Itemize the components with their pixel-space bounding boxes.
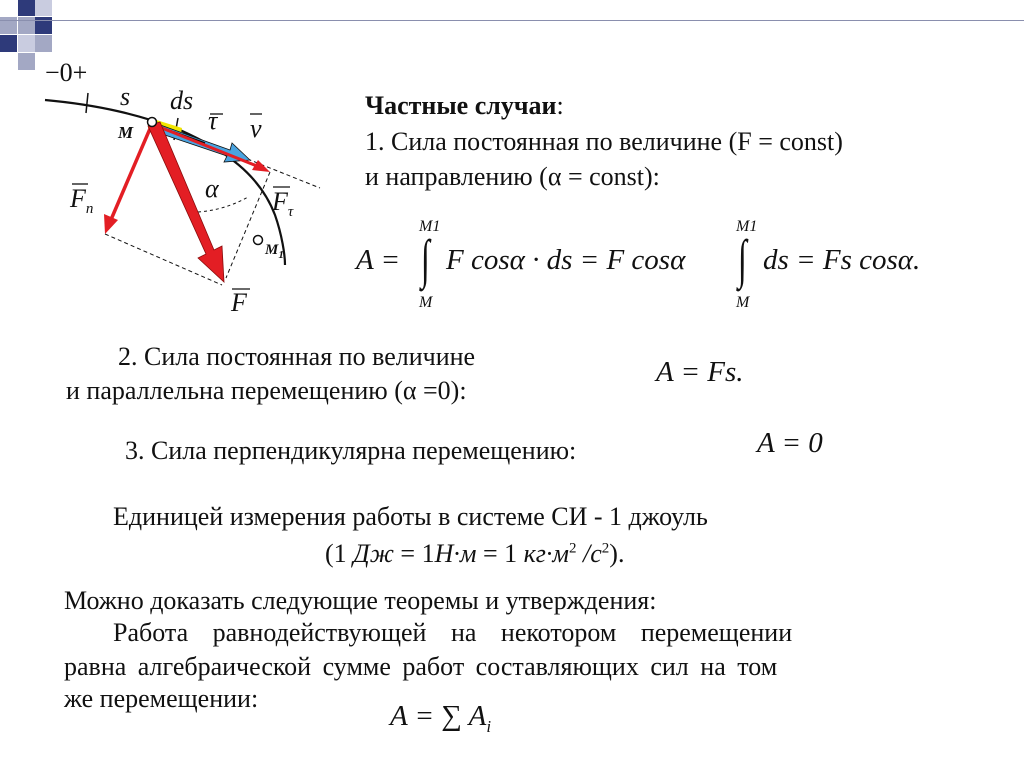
axis-plus: +	[72, 58, 88, 87]
label-s: s	[120, 82, 131, 111]
case2-formula: A = Fs.	[656, 356, 744, 388]
case1-line1: 1. Сила постоянная по величине (F = const)	[365, 127, 843, 156]
page-title: Частные случаи:	[365, 91, 564, 120]
origin-tick	[86, 93, 88, 113]
label-f: F	[231, 288, 247, 317]
case1-line2: и направлению (α = const):	[365, 162, 660, 191]
point-m1	[254, 236, 263, 245]
theorems-line1: Работа равнодействующей на некотором перемещении	[113, 618, 793, 647]
theorems-line3: же перемещении:	[64, 684, 259, 713]
axis-zero: 0	[59, 58, 73, 87]
theorems-intro: Можно доказать следующие теоремы и утверждения:	[64, 586, 657, 615]
theorems-line2: равна алгебраической сумме работ составляющих сил на том	[64, 652, 778, 681]
label-tau: τ	[208, 106, 218, 135]
label-ftau: $F_\tau$	[272, 187, 294, 221]
label-fn: $F_n$	[70, 184, 94, 218]
case3-line: 3. Сила перпендикулярна перемещению:	[125, 436, 577, 465]
label-m: M	[118, 123, 134, 142]
axis-minus: −	[45, 58, 60, 87]
label-alpha: α	[205, 174, 219, 203]
header-rule	[0, 20, 1024, 21]
point-m	[148, 118, 157, 127]
case3-formula: A = 0	[757, 427, 823, 459]
label-m1: $M_1$	[265, 242, 284, 261]
label-ds: ds	[170, 86, 194, 115]
units-line1: Единицей измерения работы в системе СИ - 1 джоуль	[113, 502, 708, 531]
case2-line2: и параллельна перемещению (α =0):	[66, 376, 467, 405]
units-line2: (1 Дж = 1Н·м = 1 $кг\cdot м^2$ $/с^2$).	[325, 539, 625, 568]
case2-line1: 2. Сила постоянная по величине	[118, 342, 476, 371]
theorems-formula: A = ∑ $A_i$	[390, 700, 492, 736]
label-v: v	[250, 114, 262, 143]
